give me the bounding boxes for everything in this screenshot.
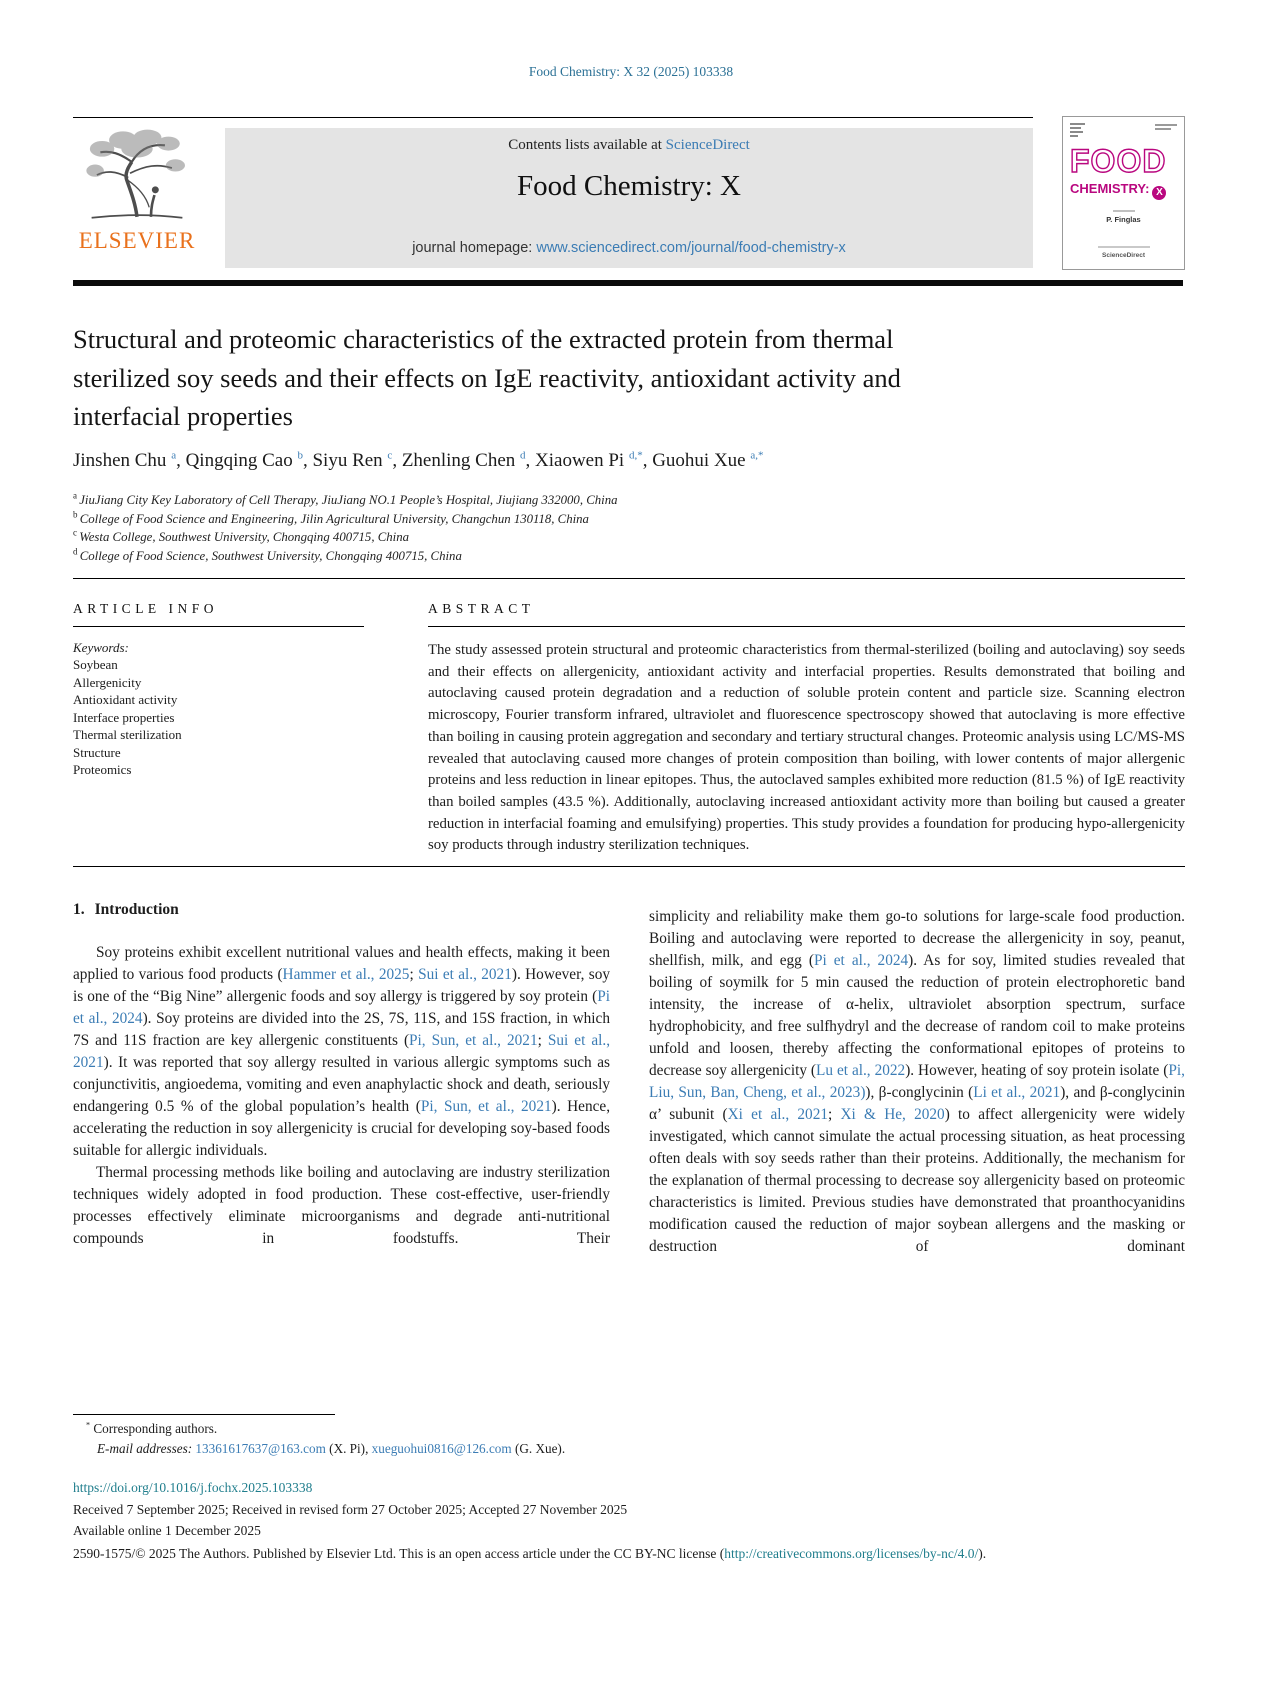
affiliation-list	[73, 491, 1073, 565]
article-info-rule	[73, 626, 364, 627]
text-run: simplicity and reliability make them go-to solutions for large-scale food production. Boiling and autoclaving were reported to decrease the allergenicity in soy, peanut, shellfish, milk, and egg (	[649, 908, 1185, 969]
text-link[interactable]: a,*	[750, 449, 764, 462]
elsevier-wordmark: ELSEVIER	[78, 228, 196, 253]
text-link[interactable]: a	[171, 449, 177, 462]
text-run: d	[73, 546, 80, 557]
keyword-item: Proteomics	[73, 762, 132, 777]
keyword-item: Allergenicity	[73, 674, 142, 690]
article-info-heading: ARTICLE INFO	[73, 601, 219, 616]
text-run: ;	[409, 966, 419, 983]
cover-issn-mark	[1155, 124, 1177, 132]
text-link[interactable]: Pi et al., 2024	[73, 988, 610, 1027]
cover-x-badge: X	[1152, 186, 1166, 200]
text-run: b	[73, 509, 80, 520]
article-info-column	[73, 601, 364, 779]
text-link[interactable]: d,*	[628, 449, 643, 462]
abstract-heading: ABSTRACT	[428, 601, 535, 616]
cover-food-wordmark: FOOD	[1070, 143, 1167, 179]
text-link[interactable]: http://creativecommons.org/licenses/by-nc/4.0/	[724, 1546, 979, 1561]
affiliation-d	[73, 547, 1073, 566]
elsevier-tree-icon	[81, 127, 193, 223]
text-run: (G. Xue).	[511, 1441, 566, 1456]
abstract-rule	[428, 626, 1185, 627]
author-list	[73, 450, 1073, 472]
affiliation-b	[73, 510, 1073, 529]
keyword-item: Antioxidant activity	[73, 692, 178, 707]
text-run: *	[86, 1420, 91, 1430]
text-link[interactable]: Sui et al., 2021	[73, 1032, 611, 1071]
section-heading-introduction	[73, 901, 179, 919]
text-link[interactable]: Xi et al., 2021	[727, 1106, 828, 1123]
text-run: ;	[828, 1106, 841, 1123]
section-number: 1.	[73, 901, 85, 918]
header-thick-rule	[73, 280, 1183, 286]
text-run: JiuJiang City Key Laboratory of Cell Therapy, JiuJiang NO.1 People’s Hospital, Jiujiang 332000, China	[79, 493, 618, 507]
available-online-line: Available online 1 December 2025	[73, 1523, 261, 1538]
abstract-text: The study assessed protein structural and proteomic characteristics from thermal-sterilized (boiling and autoclaving) soy seeds and their effects on allergenicity, antioxidant activity and interfacial properties. Results demonstrated that boiling and autoclaving caused protein degradation and a reduction of soluble protein content and particle size. Scanning electron microscopy, Fourier transform infrared, ultraviolet and fluorescence spectroscopy showed that autoclaving is more effective than boiling in causing protein aggregation and secondary and tertiary structural changes. Proteomic analysis using LC/MS-MS revealed that autoclaving caused more changes of protein composition than boiling, with lower contents of major allergenic proteins and less reduction in linear epitopes. Thus, the autoclaved samples exhibited more reduction (81.5 %) of IgE reactivity than boiled samples (43.5 %). Additionally, autoclaving increased antioxidant activity more than boiling but caused a greater reduction in interfacial foaming and emulsifying) properties. This study provides a foundation for producing hypo-allergenicity soy products through industry sterilization techniques.	[428, 642, 1185, 854]
email-addresses-line	[97, 1441, 565, 1457]
received-dates-line: Received 7 September 2025; Received in revised form 27 October 2025; Accepted 27 November 2025	[73, 1502, 628, 1517]
homepage-prefix: journal homepage:	[412, 240, 537, 256]
sciencedirect-link[interactable]: ScienceDirect	[665, 137, 750, 153]
text-run: Soy proteins exhibit excellent nutritional values and health effects, making it been applied to various food products (	[73, 944, 610, 983]
intro-paragraph-2	[73, 1162, 610, 1250]
text-link[interactable]: Pi, Sun, et al., 2021	[420, 1098, 552, 1115]
intro-left-column	[73, 942, 610, 1250]
doi-link[interactable]: https://doi.org/10.1016/j.fochx.2025.103338	[73, 1480, 313, 1495]
cover-editor-name: P. Finglas	[1106, 215, 1141, 224]
cover-editor-label-mark	[1113, 210, 1135, 212]
journal-cover-thumbnail[interactable]	[1062, 116, 1185, 270]
journal-reference: Food Chemistry: X 32 (2025) 103338	[528, 64, 734, 79]
affiliation-a	[73, 491, 1073, 510]
text-run: ). However, soy is one of the “Big Nine” allergenic foods and soy allergy is triggered by soy protein (	[73, 966, 611, 1005]
contents-list-line	[225, 137, 1033, 154]
cover-footer-mark	[1098, 246, 1150, 248]
text-run: College of Food Science and Engineering, Jilin Agricultural University, Changchun 130118, China	[79, 511, 589, 526]
intro-paragraph-1	[73, 942, 610, 1162]
body-divider-rule	[73, 866, 1185, 867]
text-run: (X. Pi),	[325, 1441, 372, 1456]
cover-chemistry-text: CHEMISTRY:	[1070, 181, 1150, 196]
text-run: ). Soy proteins are divided into the 2S, 7S, 11S, and 15S fraction, in which 7S and 11S fraction are key allergenic constituents (	[73, 1010, 610, 1049]
text-run: ). It was reported that soy allergy resulted in various allergic symptoms such as conjunctivitis, angioedema, vomiting and even anaphylactic shock and death, seriously endangering 0.5 % of the global population’s health (	[73, 1054, 610, 1115]
section-title: Introduction	[94, 901, 179, 918]
corresponding-authors-note	[86, 1421, 217, 1437]
cover-publisher-emblem-icon	[1070, 123, 1085, 139]
text-run: ), and β-conglycinin α’ subunit (	[649, 1084, 1185, 1123]
text-run: a	[73, 490, 80, 501]
journal-homepage-line	[225, 240, 1033, 256]
homepage-link[interactable]: www.sciencedirect.com/journal/food-chemistry-x	[536, 240, 846, 256]
text-run: Jinshen Chu	[73, 450, 172, 471]
intro-right-column	[649, 906, 1185, 1258]
contents-prefix: Contents lists available at	[508, 137, 666, 153]
text-run: E-mail addresses:	[97, 1441, 196, 1456]
text-run: 2590-1575/© 2025 The Authors. Published by Elsevier Ltd. This is an open access article under the CC BY-NC license (	[73, 1546, 725, 1561]
text-link[interactable]: c	[387, 449, 393, 462]
abstract-column	[428, 601, 1185, 857]
text-run: ). Hence, accelerating the reduction in soy allergenicity is crucial for developing soy-based foods suitable for allergic individuals.	[73, 1098, 611, 1159]
text-link[interactable]: Lu et al., 2022	[816, 1062, 906, 1079]
license-line	[73, 1543, 1187, 1565]
text-run: Thermal processing methods like boiling and autoclaving are industry sterilization techniques widely adopted in food production. These cost-effective, user-friendly processes effectively eliminate microorganisms and degrade anti-nutritional compounds in foodstuffs. Their	[73, 1164, 610, 1247]
cover-chemistry-wordmark	[1070, 181, 1166, 200]
text-run: , Guohui Xue	[642, 450, 751, 471]
cover-sciencedirect-label: ScienceDirect	[1102, 252, 1145, 259]
text-run: , Qingqing Cao	[176, 450, 298, 471]
text-link[interactable]: b	[297, 449, 303, 462]
text-run: ), β-conglycinin (	[865, 1084, 974, 1101]
text-run: ). As for soy, limited studies revealed that boiling of soymilk for 5 min caused the reduction of protein electrophoretic band intensity, the increase of α-helix, ultraviolet absorption spectrum, surface hydrophobicity, and free sulfhydryl and the decrease of random coil to make proteins unfold and loosen, thereby affecting the conformational epitopes of proteins to decrease soy allergenicity (	[649, 952, 1185, 1079]
text-run: ).	[978, 1546, 987, 1561]
text-run: ) to affect allergenicity were widely investigated, which cannot simulate the actual processing situation, as heat processing often deals with soy seeds rather than their proteins. Additionally, the mechanism for the explanation of thermal processing to decrease soy allergenicity based on proteomic characteristics is limited. Previous studies have demonstrated that proanthocyanidins modification caused the reduction of major soybean allergens and the masking or destruction of dominant	[649, 1106, 1185, 1255]
text-run: Westa College, Southwest University, Chongqing 400715, China	[79, 530, 410, 544]
keyword-item: Thermal sterilization	[73, 727, 182, 742]
journal-header-box	[225, 128, 1033, 268]
footnote-rule	[73, 1414, 335, 1415]
text-run: , Siyu Ren	[302, 450, 388, 471]
text-link[interactable]: 13361617637@163.com	[195, 1441, 326, 1456]
text-link[interactable]: Pi, Sun, et al., 2021	[409, 1032, 538, 1049]
keyword-item: Soybean	[73, 657, 118, 672]
text-run: , Zhenling Chen	[392, 450, 521, 471]
journal-title: Food Chemistry: X	[517, 170, 741, 202]
text-link[interactable]: Pi, Liu, Sun, Ban, Cheng, et al., 2023)	[649, 1062, 1185, 1101]
keywords-label: Keywords:	[73, 640, 129, 655]
text-run: College of Food Science, Southwest University, Chongqing 400715, China	[79, 548, 462, 563]
text-link[interactable]: d	[520, 449, 526, 462]
text-link[interactable]: Sui et al., 2021	[418, 966, 512, 983]
elsevier-logo[interactable]	[72, 127, 202, 254]
text-link[interactable]: Li et al., 2021	[973, 1084, 1061, 1101]
text-link[interactable]: xueguohui0816@126.com	[371, 1441, 512, 1456]
intro-paragraph-3	[649, 906, 1185, 1258]
keyword-item: Interface properties	[73, 709, 175, 725]
text-link[interactable]: Pi et al., 2024	[813, 952, 909, 969]
text-link[interactable]: Xi & He, 2020	[840, 1106, 945, 1123]
text-run: c	[73, 527, 80, 538]
text-run: ;	[537, 1032, 548, 1049]
header-top-rule	[73, 117, 1033, 118]
text-run: , Xiaowen Pi	[525, 450, 629, 471]
text-run: ). However, heating of soy protein isolate (	[905, 1062, 1169, 1079]
text-run: Corresponding authors.	[90, 1421, 218, 1436]
keyword-item: Structure	[73, 744, 121, 760]
article-title: Structural and proteomic characteristics of the extracted protein from thermal sterilized soy seeds and their effects on IgE reactivity, antioxidant activity and interfacial properties	[73, 324, 901, 431]
text-link[interactable]: Hammer et al., 2025	[282, 966, 410, 983]
section-divider-rule	[73, 578, 1185, 579]
affiliation-c	[73, 528, 1073, 547]
